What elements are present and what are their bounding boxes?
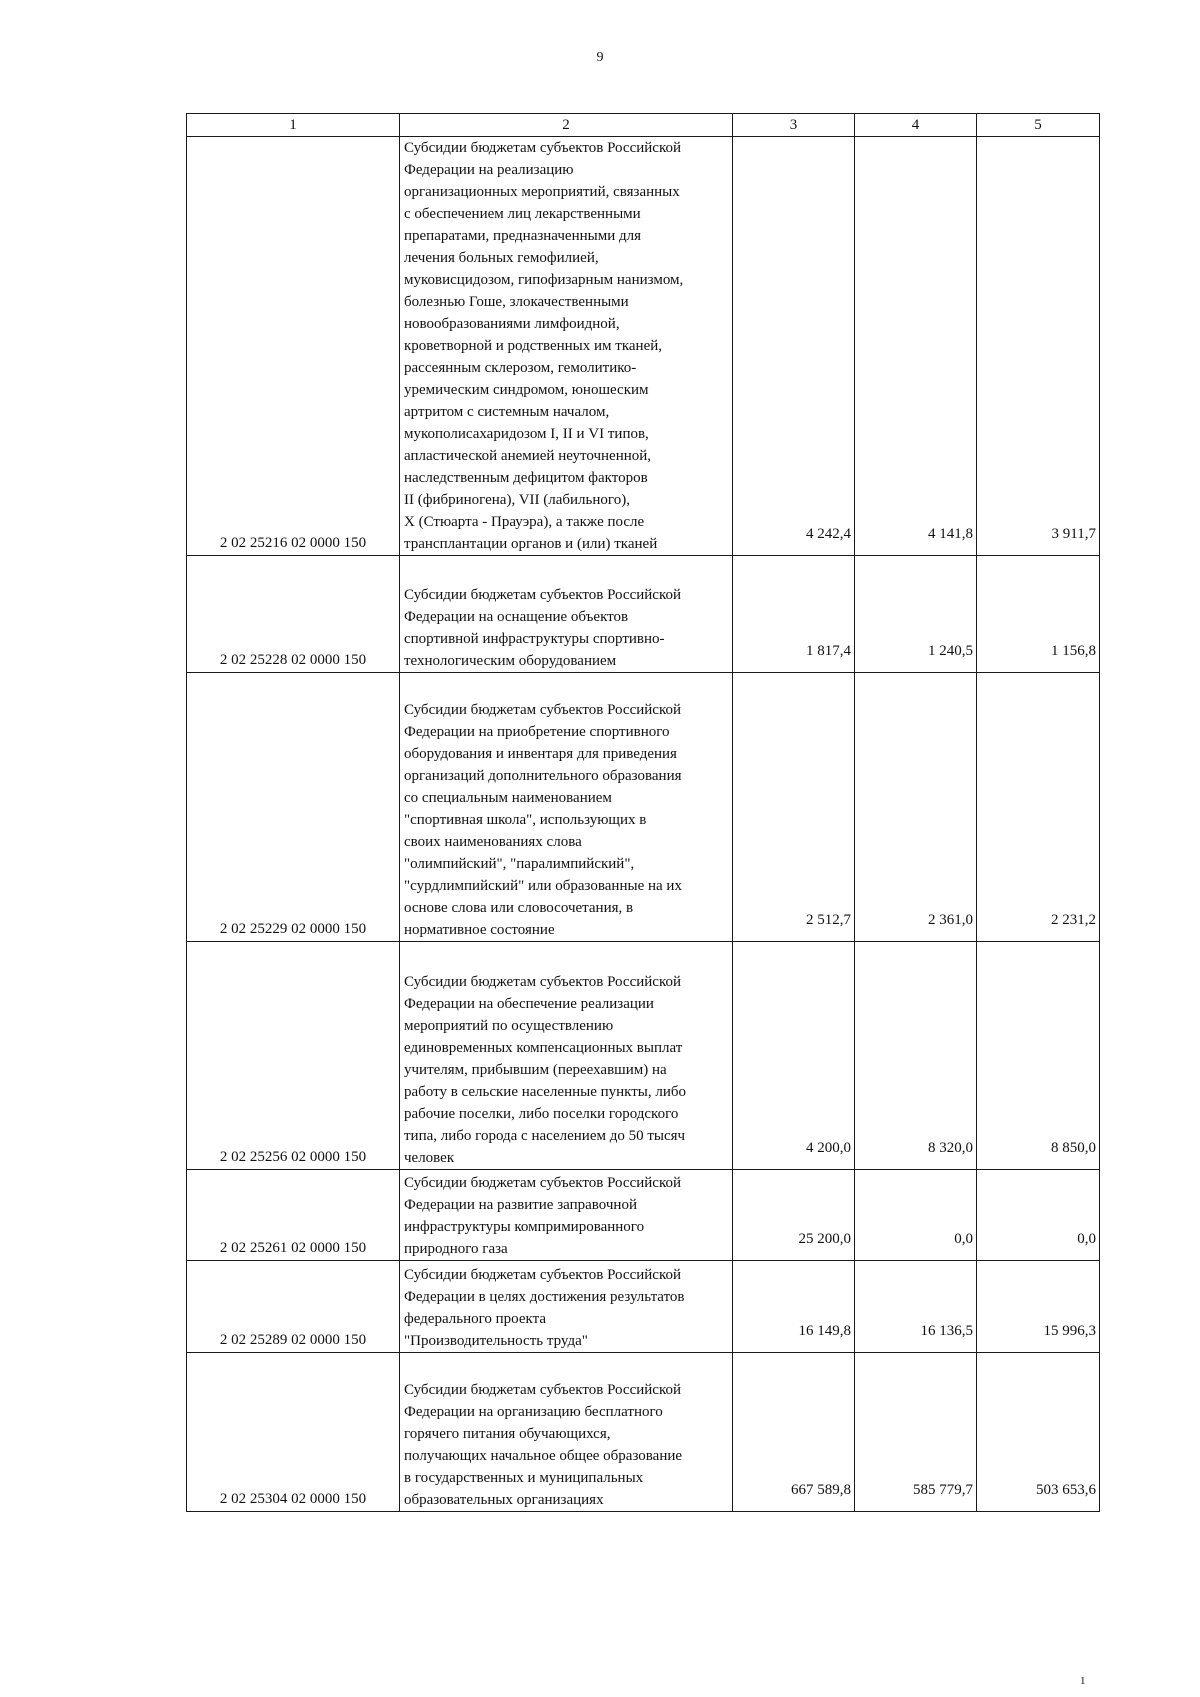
row-description: Субсидии бюджетам субъектов Российской Федерации на реализацию организационных мероприятий, связанных с обеспечением лиц лекарственными препаратами, предназначенными для лечения больных гемофилией, муковисцидозом, гипофизарным нанизмом, болезнью Гоше, злокачественными новообразованиями лимфоидной, кроветворной и родственных им тканей, рассеянным склерозом, гемолитико- уремическим синдромом, юношеским артритом с системным началом, мукополисахаридозом I, II и VI типов, апластической анемией неуточненной, наследственным дефицитом факторов II (фибриногена), VII (лабильного), X (Стюарта - Прауэра), а также после трансплантации органов и (или) тканей xyxy=(400,137,733,556)
row-value-3: 2 512,7 xyxy=(733,673,855,942)
row-value-4: 2 361,0 xyxy=(855,673,977,942)
row-code: 2 02 25216 02 0000 150 xyxy=(187,137,400,556)
row-value-5: 3 911,7 xyxy=(977,137,1100,556)
row-code: 2 02 25304 02 0000 150 xyxy=(187,1353,400,1512)
header-col-5: 5 xyxy=(977,114,1100,137)
row-value-5: 15 996,3 xyxy=(977,1261,1100,1353)
row-value-4: 16 136,5 xyxy=(855,1261,977,1353)
row-value-4: 4 141,8 xyxy=(855,137,977,556)
row-value-5: 8 850,0 xyxy=(977,942,1100,1170)
header-col-2: 2 xyxy=(400,114,733,137)
table-header-row xyxy=(187,114,1100,137)
table-row xyxy=(187,673,1100,942)
header-col-1: 1 xyxy=(187,114,400,137)
table-row xyxy=(187,137,1100,556)
table-row xyxy=(187,1261,1100,1353)
row-description: Субсидии бюджетам субъектов Российской Федерации в целях достижения результатов федерального проекта "Производительность труда" xyxy=(400,1261,733,1353)
header-col-4: 4 xyxy=(855,114,977,137)
row-description: Субсидии бюджетам субъектов Российской Федерации на развитие заправочной инфраструктуры компримированного природного газа xyxy=(400,1170,733,1261)
row-value-3: 16 149,8 xyxy=(733,1261,855,1353)
row-value-3: 1 817,4 xyxy=(733,556,855,673)
budget-table xyxy=(186,113,1100,1512)
row-value-4: 0,0 xyxy=(855,1170,977,1261)
row-code: 2 02 25256 02 0000 150 xyxy=(187,942,400,1170)
row-description: Субсидии бюджетам субъектов Российской Федерации на организацию бесплатного горячего питания обучающихся, получающих начальное общее образование в государственных и муниципальных образовательных организациях xyxy=(400,1353,733,1512)
row-value-5: 503 653,6 xyxy=(977,1353,1100,1512)
header-col-3: 3 xyxy=(733,114,855,137)
table-row xyxy=(187,556,1100,673)
row-code: 2 02 25289 02 0000 150 xyxy=(187,1261,400,1353)
page-number: 9 xyxy=(596,50,604,65)
row-value-5: 0,0 xyxy=(977,1170,1100,1261)
table-row xyxy=(187,942,1100,1170)
row-value-3: 667 589,8 xyxy=(733,1353,855,1512)
corner-mark: 1 xyxy=(1080,1675,1086,1687)
row-code: 2 02 25228 02 0000 150 xyxy=(187,556,400,673)
row-value-3: 25 200,0 xyxy=(733,1170,855,1261)
row-value-3: 4 242,4 xyxy=(733,137,855,556)
row-value-5: 1 156,8 xyxy=(977,556,1100,673)
row-value-4: 585 779,7 xyxy=(855,1353,977,1512)
row-code: 2 02 25229 02 0000 150 xyxy=(187,673,400,942)
table-row xyxy=(187,1170,1100,1261)
row-value-5: 2 231,2 xyxy=(977,673,1100,942)
row-value-3: 4 200,0 xyxy=(733,942,855,1170)
table-row xyxy=(187,1353,1100,1512)
row-description: Субсидии бюджетам субъектов Российской Федерации на обеспечение реализации мероприятий по осуществлению единовременных компенсационных выплат учителям, прибывшим (переехавшим) на работу в сельские населенные пункты, либо рабочие поселки, либо поселки городского типа, либо города с населением до 50 тысяч человек xyxy=(400,942,733,1170)
row-value-4: 1 240,5 xyxy=(855,556,977,673)
row-code: 2 02 25261 02 0000 150 xyxy=(187,1170,400,1261)
row-value-4: 8 320,0 xyxy=(855,942,977,1170)
row-description: Субсидии бюджетам субъектов Российской Федерации на оснащение объектов спортивной инфраструктуры спортивно- технологическим оборудованием xyxy=(400,556,733,673)
row-description: Субсидии бюджетам субъектов Российской Федерации на приобретение спортивного оборудования и инвентаря для приведения организаций дополнительного образования со специальным наименованием "спортивная школа", использующих в своих наименованиях слова "олимпийский", "паралимпийский", "сурдлимпийский" или образованные на их основе слова или словосочетания, в нормативное состояние xyxy=(400,673,733,942)
budget-table-container xyxy=(186,113,1099,1512)
